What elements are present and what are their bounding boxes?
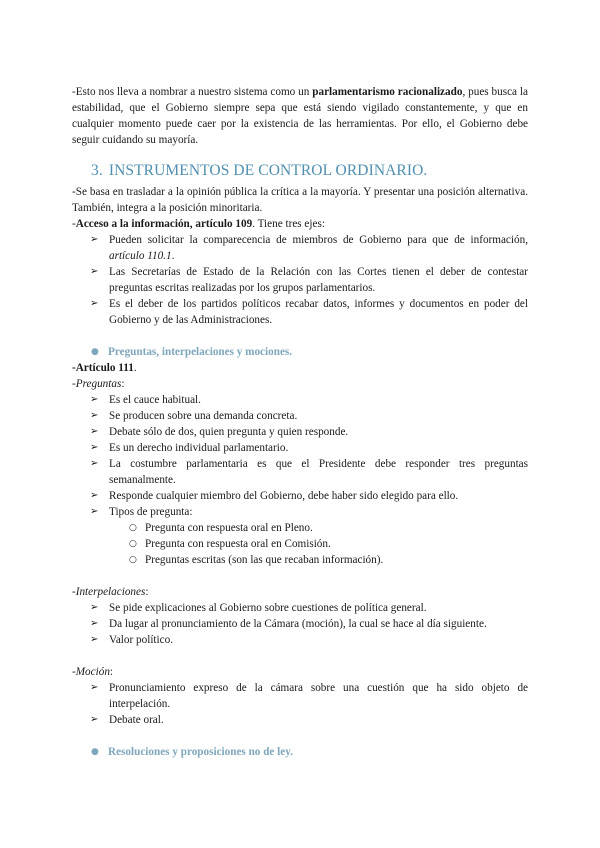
list-item-text: Es el deber de los partidos políticos recabar datos, informes y documentos en poder del Gobierno y de las Administraciones.: [109, 298, 528, 326]
arrow-bullet-icon: ➢: [90, 714, 99, 725]
intro-text-end: , pues busca la estabilidad, que el Gobierno siempre sepa que está siendo vigilado constantemente, y que en cualquier momento puede caer por la existencia de las herramientas. Por ello, el Gobierno debe seguir cuidando su mayoría.: [72, 86, 528, 146]
arrow-bullet-icon: ➢: [90, 506, 99, 517]
arrow-bullet-icon: ➢: [90, 682, 99, 693]
list-item: [72, 488, 528, 504]
list-item: [72, 504, 528, 520]
list-item-text: Responde cualquier miembro del Gobierno, debe haber sido elegido para ello.: [109, 490, 459, 502]
arrow-bullet-icon: ➢: [90, 634, 99, 645]
list-item-text: Pregunta con respuesta oral en Pleno.: [145, 522, 313, 534]
list-item-text: Las Secretarías de Estado de la Relación con las Cortes tienen el deber de contestar preguntas escritas realizadas por los grupos parlamentarios.: [109, 266, 528, 294]
acceso-list: [72, 232, 528, 328]
list-item: [72, 600, 528, 616]
intro-paragraph: [72, 84, 528, 148]
label-colon: :: [109, 666, 114, 678]
list-item-end: .: [171, 250, 175, 262]
list-item-text: Debate oral.: [109, 714, 164, 726]
list-item: [72, 520, 528, 536]
list-item-text: Es un derecho individual parlamentario.: [109, 442, 289, 454]
arrow-bullet-icon: ➢: [90, 618, 99, 629]
list-item-text: Pueden solicitar la comparecencia de miembros de Gobierno para que de información,: [109, 234, 528, 246]
list-item-text: Pregunta con respuesta oral en Comisión.: [145, 538, 331, 550]
tipos-pregunta-list: [72, 520, 528, 568]
list-item-text: Es el cauce habitual.: [109, 394, 201, 406]
label-dash: -: [72, 586, 76, 598]
subheading-resoluciones: [72, 744, 528, 760]
arrow-bullet-icon: ➢: [90, 490, 99, 501]
arrow-bullet-icon: ➢: [90, 234, 99, 245]
list-item-text: Se pide explicaciones al Gobierno sobre cuestiones de política general.: [109, 602, 427, 614]
spacer: [72, 648, 528, 664]
arrow-bullet-icon: ➢: [90, 410, 99, 421]
label-italic: Interpelaciones: [75, 586, 146, 598]
circle-bullet-icon: ○: [129, 555, 137, 565]
subheading-text: Resoluciones y proposiciones no de ley.: [108, 746, 294, 758]
intro-bold-term: parlamentarismo racionalizado: [312, 86, 463, 98]
list-item-text: Se producen sobre una demanda concreta.: [109, 410, 298, 422]
list-item: [72, 632, 528, 648]
list-item-italic: artículo 110.1: [109, 250, 172, 262]
acceso-post: . Tiene tres ejes:: [252, 218, 325, 230]
acceso-dash: -: [72, 218, 76, 230]
list-item: [72, 264, 528, 296]
label-colon: :: [121, 378, 125, 390]
list-item-text: Pronunciamiento expreso de la cámara sobre una cuestión que ha sido objeto de interpelación.: [109, 682, 528, 710]
subheading-preguntas-interpelaciones: [72, 344, 528, 360]
list-item: [72, 712, 528, 728]
list-item: [72, 456, 528, 488]
section-number: 3.: [91, 162, 103, 179]
label-italic: Moción: [75, 666, 110, 678]
list-item: [72, 552, 528, 568]
list-item: [72, 232, 528, 264]
articulo-bold: -Artículo 111: [72, 362, 134, 374]
spacer: [72, 568, 528, 584]
label-dash: -: [72, 666, 76, 678]
document-page: [72, 84, 528, 760]
list-item: [72, 392, 528, 408]
acceso-line: [72, 216, 528, 232]
arrow-bullet-icon: ➢: [90, 298, 99, 309]
list-item: [72, 424, 528, 440]
list-item-text: Da lugar al pronunciamiento de la Cámara (moción), la cual se hace al día siguiente.: [109, 618, 487, 630]
mocion-label: [72, 664, 528, 680]
dot-bullet-icon: ●: [91, 347, 99, 357]
section-title: INSTRUMENTOS DE CONTROL ORDINARIO.: [108, 162, 428, 179]
circle-bullet-icon: ○: [129, 539, 137, 549]
interpelaciones-list: [72, 600, 528, 648]
label-dash: -: [72, 378, 76, 390]
section-heading: [72, 162, 528, 180]
interpelaciones-label: [72, 584, 528, 600]
list-item: [72, 296, 528, 328]
label-italic: Preguntas: [75, 378, 122, 390]
arrow-bullet-icon: ➢: [90, 394, 99, 405]
list-item: [72, 680, 528, 712]
arrow-bullet-icon: ➢: [90, 426, 99, 437]
articulo-post: .: [133, 362, 137, 374]
preguntas-list: [72, 392, 528, 520]
list-item: [72, 440, 528, 456]
arrow-bullet-icon: ➢: [90, 458, 99, 469]
arrow-bullet-icon: ➢: [90, 602, 99, 613]
subheading-text: Preguntas, interpelaciones y mociones.: [108, 346, 293, 358]
articulo-line: [72, 360, 528, 376]
circle-bullet-icon: ○: [129, 523, 137, 533]
acceso-bold: Acceso a la información, artículo 109: [75, 218, 253, 230]
arrow-bullet-icon: ➢: [90, 442, 99, 453]
mocion-list: [72, 680, 528, 728]
list-item-text: Valor político.: [109, 634, 174, 646]
list-item-text: Debate sólo de dos, quien pregunta y quien responde.: [109, 426, 349, 438]
list-item: [72, 616, 528, 632]
arrow-bullet-icon: ➢: [90, 266, 99, 277]
list-item-text: Preguntas escritas (son las que recaban información).: [145, 554, 384, 566]
base-paragraph: -Se basa en trasladar a la opinión pública la crítica a la mayoría. Y presentar una posición alternativa. También, integra a la posición minoritaria.: [72, 186, 528, 214]
list-item-text: La costumbre parlamentaria es que el Presidente debe responder tres preguntas semanalmente.: [109, 458, 528, 486]
list-item: [72, 536, 528, 552]
intro-text: -Esto nos lleva a nombrar a nuestro sistema como un: [72, 86, 313, 98]
dot-bullet-icon: ●: [91, 747, 99, 757]
label-colon: :: [145, 586, 149, 598]
preguntas-label: [72, 376, 528, 392]
list-item-text: Tipos de pregunta:: [109, 506, 193, 518]
list-item: [72, 408, 528, 424]
